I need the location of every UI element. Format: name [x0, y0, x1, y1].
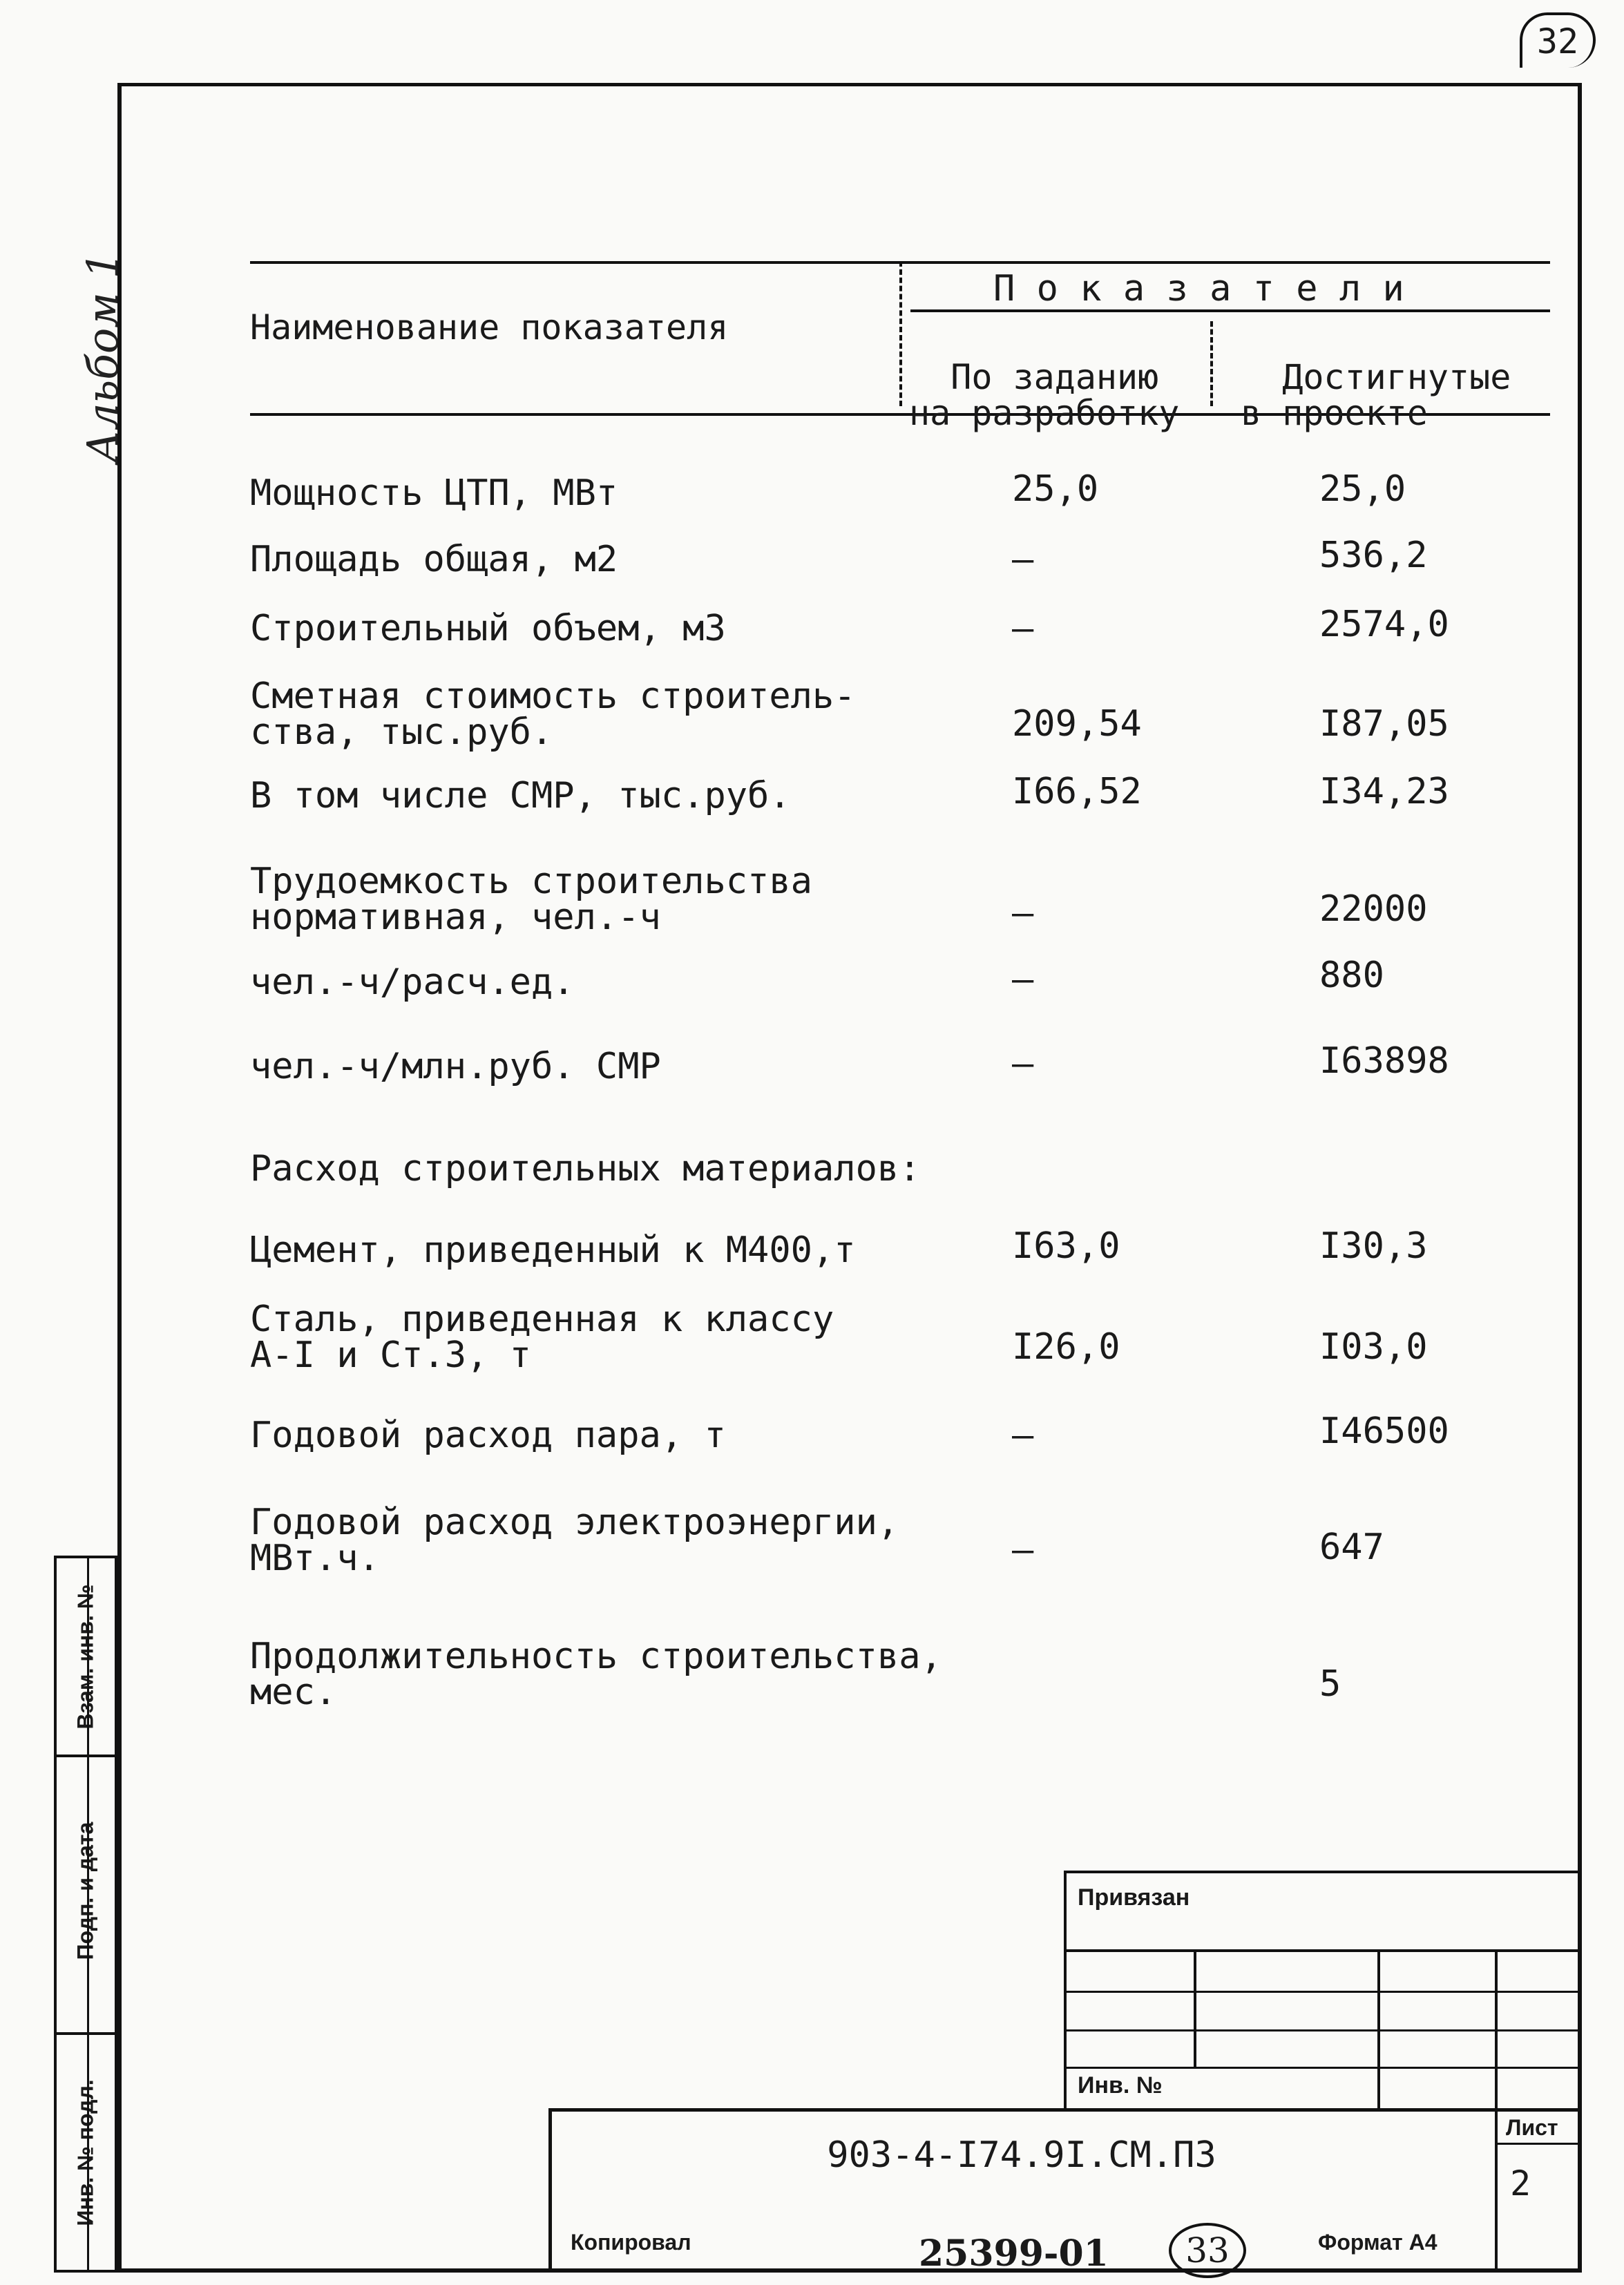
row-task-value: I63,0 [1012, 1225, 1120, 1267]
row-task-value: I66,52 [1012, 771, 1142, 812]
document-designation: 903-4-I74.9I.СМ.ПЗ [827, 2134, 1216, 2176]
row-name: чел.-ч/расч.ед. [250, 962, 575, 1003]
vzam-inv-label: Взам. инв. № [73, 1584, 98, 1729]
row-achieved-value: 880 [1319, 955, 1384, 996]
row-task-value: – [1012, 959, 1034, 1000]
group-header-rule [910, 309, 1550, 312]
row-task-value: – [1012, 1415, 1034, 1456]
row-name: Годовой расход пара, т [250, 1415, 726, 1456]
page-corner-number: 32 [1520, 12, 1596, 68]
row-task-value: 25,0 [1012, 468, 1099, 510]
privyazan-col-3 [1495, 1949, 1498, 2111]
circled-number: 33 [1169, 2223, 1246, 2278]
row-name: чел.-ч/млн.руб. СМР [250, 1046, 661, 1087]
row-task-value: 209,54 [1012, 703, 1142, 745]
row-name: Площадь общая, м2 [250, 539, 618, 580]
column-name-header: Наименование показателя [250, 307, 729, 347]
row-achieved-value: 5 [1319, 1663, 1341, 1705]
privyazan-col-1 [1194, 1949, 1196, 2067]
sheet-label: Лист [1506, 2115, 1558, 2140]
section-heading: Расход строительных материалов: [250, 1148, 921, 1189]
album-label: Альбом 1 [77, 251, 128, 463]
privyazan-col-2 [1377, 1949, 1380, 2111]
column-by-task-header: По заданию на разработку [909, 357, 1180, 433]
row-achieved-value: 536,2 [1319, 535, 1428, 576]
row-name: Строительный объем, м3 [250, 608, 726, 649]
row-name: Трудоемкость строительства нормативная, чел.-ч [250, 861, 812, 938]
inv-podl-label: Инв. № подл. [73, 2078, 98, 2226]
row-achieved-value: 22000 [1319, 888, 1428, 930]
row-task-value: – [1012, 608, 1034, 649]
row-achieved-value: I30,3 [1319, 1225, 1428, 1267]
stamp-number: 25399-01 [919, 2233, 1109, 2275]
row-name: Сталь, приведенная к классу А-I и Ст.3, т [250, 1299, 834, 1376]
group-header: П о к а з а т е л и [993, 268, 1404, 309]
row-name: Мощность ЦТП, МВт [250, 472, 618, 514]
row-name: Сметная стоимость строитель- ства, тыс.руб. [250, 676, 856, 753]
row-achieved-value: 25,0 [1319, 468, 1406, 510]
privyazan-rule-3 [1064, 2029, 1578, 2031]
podp-data-label: Подп. и дата [73, 1822, 98, 1960]
header-divider-right [1210, 321, 1213, 406]
row-name: Цемент, приведенный к М400,т [250, 1230, 856, 1271]
row-task-value: – [1012, 892, 1034, 934]
row-achieved-value: 647 [1319, 1527, 1384, 1568]
row-achieved-value: I63898 [1319, 1040, 1449, 1082]
row-achieved-value: I87,05 [1319, 703, 1449, 745]
designation-sheet-divider [1495, 2108, 1498, 2268]
privyazan-label: Привязан [1078, 1884, 1190, 1911]
row-name: В том числе СМР, тыс.руб. [250, 775, 791, 816]
sheet-label-rule [1495, 2143, 1578, 2145]
row-name: Продолжительность строительства, мес. [250, 1636, 942, 1713]
strip-inner-line [87, 1558, 89, 2270]
side-approval-strip [54, 1556, 117, 2273]
format-label: Формат А4 [1318, 2230, 1437, 2255]
row-achieved-value: I34,23 [1319, 771, 1449, 812]
inv-no-label: Инв. № [1078, 2072, 1163, 2098]
row-achieved-value: I46500 [1319, 1411, 1449, 1452]
row-name: Годовой расход электроэнергии, МВт.ч. [250, 1502, 899, 1579]
row-achieved-value: 2574,0 [1319, 604, 1449, 645]
row-task-value: – [1012, 539, 1034, 580]
row-task-value: I26,0 [1012, 1326, 1120, 1368]
row-achieved-value: I03,0 [1319, 1326, 1428, 1368]
privyazan-rule-4 [1064, 2067, 1578, 2069]
copied-label: Копировал [571, 2230, 691, 2255]
row-task-value: – [1012, 1529, 1034, 1571]
privyazan-rule-2 [1064, 1991, 1578, 1993]
column-achieved-header: Достигнутые в проекте [1241, 357, 1511, 433]
header-divider-left [899, 261, 902, 406]
row-task-value: – [1012, 1043, 1034, 1084]
privyazan-rule-1 [1064, 1949, 1578, 1952]
sheet-number: 2 [1510, 2163, 1531, 2203]
